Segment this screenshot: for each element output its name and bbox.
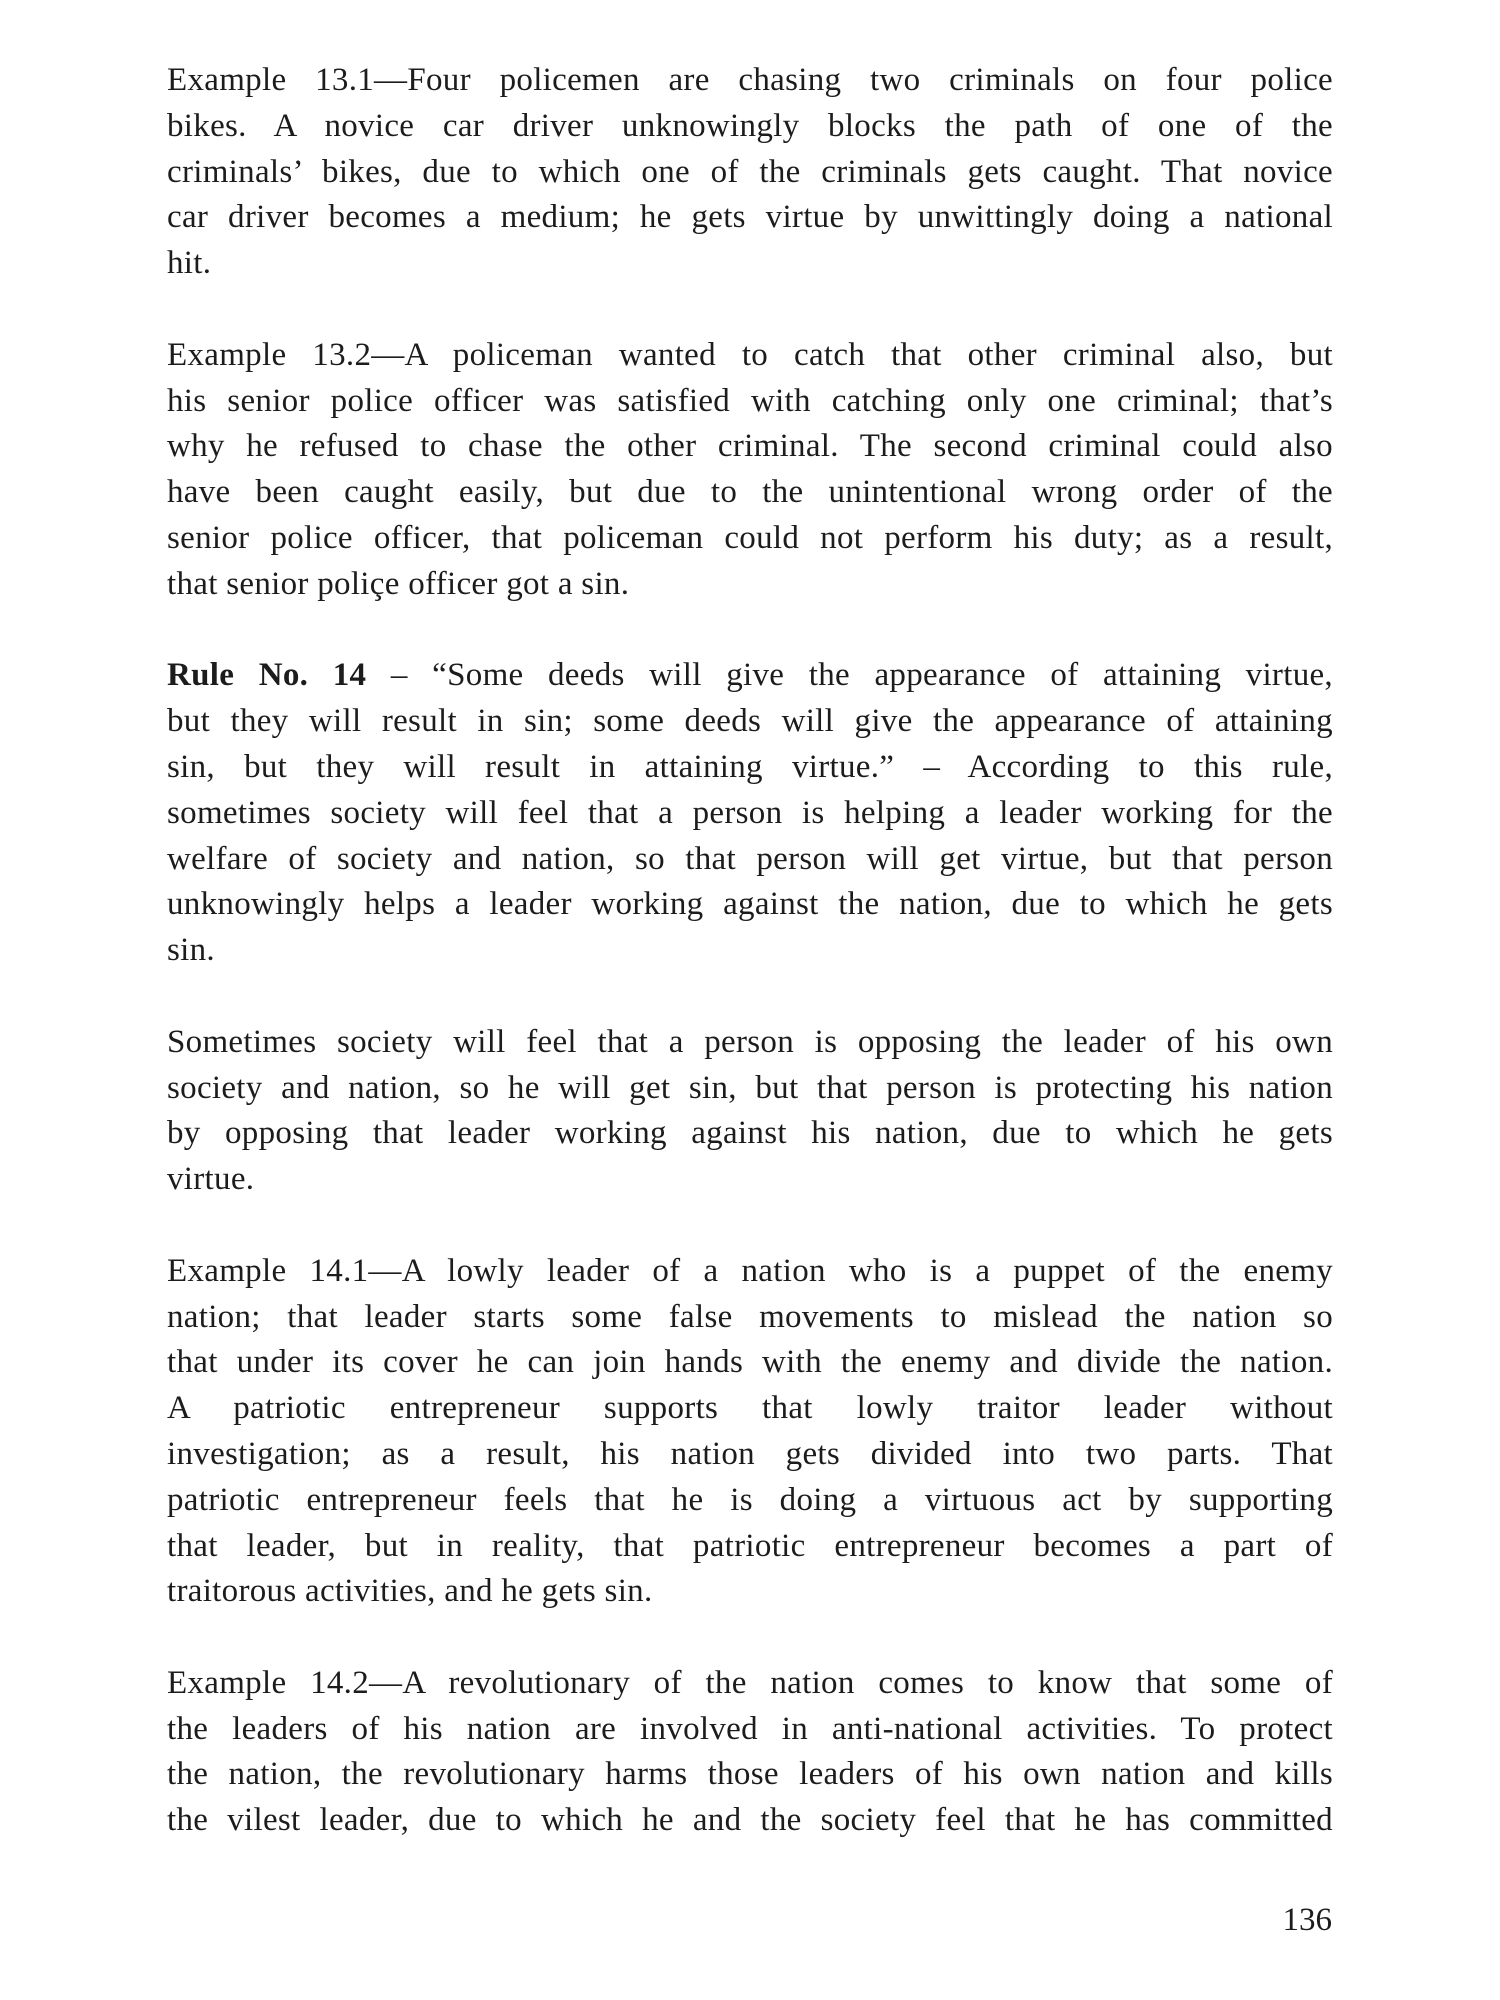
text-line: patriotic entrepreneur feels that he is doing a virtuous act by supporting — [167, 1481, 1333, 1518]
text-line: welfare of society and nation, so that person will get virtue, but that person — [167, 840, 1333, 877]
paragraph-example-14-2 — [167, 1661, 1333, 1844]
text-line: criminals’ bikes, due to which one of the criminals gets caught. That novice — [167, 153, 1333, 190]
text-line: sin, but they will result in attaining virtue.” – According to this rule, — [167, 748, 1333, 785]
text-line: A patriotic entrepreneur supports that lowly traitor leader without — [167, 1390, 1333, 1427]
paragraph-example-13-1 — [167, 58, 1333, 287]
paragraph-sometimes-society — [167, 1020, 1333, 1203]
text-line: that leader, but in reality, that patriotic entrepreneur becomes a part of — [167, 1527, 1333, 1564]
paragraph-example-13-2 — [167, 333, 1333, 608]
text-line: have been caught easily, but due to the unintentional wrong order of the — [167, 474, 1333, 511]
rule-heading: Rule No. 14 — [167, 657, 367, 694]
text-line: hit. — [167, 245, 212, 282]
text-line: society and nation, so he will get sin, but that person is protecting his nation — [167, 1069, 1333, 1106]
text-line: by opposing that leader working against his nation, due to which he gets — [167, 1115, 1333, 1152]
text-line: the vilest leader, due to which he and the society feel that he has committed — [167, 1802, 1333, 1839]
text-line: virtue. — [167, 1161, 255, 1198]
text-line: Sometimes society will feel that a person is opposing the leader of his own — [167, 1023, 1333, 1060]
text-line: Example 14.2—A revolutionary of the nation comes to know that some of — [167, 1664, 1333, 1701]
text-line: unknowingly helps a leader working against the nation, due to which he gets — [167, 886, 1333, 923]
text-line: that senior poliçe officer got a sin. — [167, 565, 630, 602]
text-line: bikes. A novice car driver unknowingly blocks the path of one of the — [167, 107, 1333, 144]
paragraph-example-14-1 — [167, 1249, 1333, 1615]
text-line: Example 14.1—A lowly leader of a nation who is a puppet of the enemy — [167, 1252, 1333, 1289]
text-line: the leaders of his nation are involved in anti-national activities. To protect — [167, 1710, 1333, 1747]
text-line: nation; that leader starts some false movements to mislead the nation so — [167, 1298, 1333, 1335]
text-line: sin. — [167, 932, 215, 969]
text-line: that under its cover he can join hands with the enemy and divide the nation. — [167, 1344, 1333, 1381]
text-line: his senior police officer was satisfied with catching only one criminal; that’s — [167, 382, 1333, 419]
paragraph-rule-14 — [167, 653, 1333, 974]
page-body — [167, 58, 1333, 1890]
text-line: car driver becomes a medium; he gets virtue by unwittingly doing a national — [167, 199, 1333, 236]
text-line: sometimes society will feel that a person is helping a leader working for the — [167, 794, 1333, 831]
page-number: 136 — [1282, 1902, 1332, 1938]
text-line: traitorous activities, and he gets sin. — [167, 1573, 653, 1610]
text-line: the nation, the revolutionary harms those leaders of his own nation and kills — [167, 1756, 1333, 1793]
rule-quote-start: – “Some deeds will give the appearance of attaining virtue, — [366, 657, 1333, 694]
text-line: but they will result in sin; some deeds will give the appearance of attaining — [167, 703, 1333, 740]
text-line: Example 13.2—A policeman wanted to catch that other criminal also, but — [167, 336, 1333, 373]
text-line: why he refused to chase the other criminal. The second criminal could also — [167, 428, 1333, 465]
text-line — [167, 653, 1333, 699]
text-line: Example 13.1—Four policemen are chasing two criminals on four police — [167, 62, 1333, 98]
text-line: senior police officer, that policeman could not perform his duty; as a result, — [167, 519, 1333, 556]
text-line: investigation; as a result, his nation gets divided into two parts. That — [167, 1435, 1333, 1472]
